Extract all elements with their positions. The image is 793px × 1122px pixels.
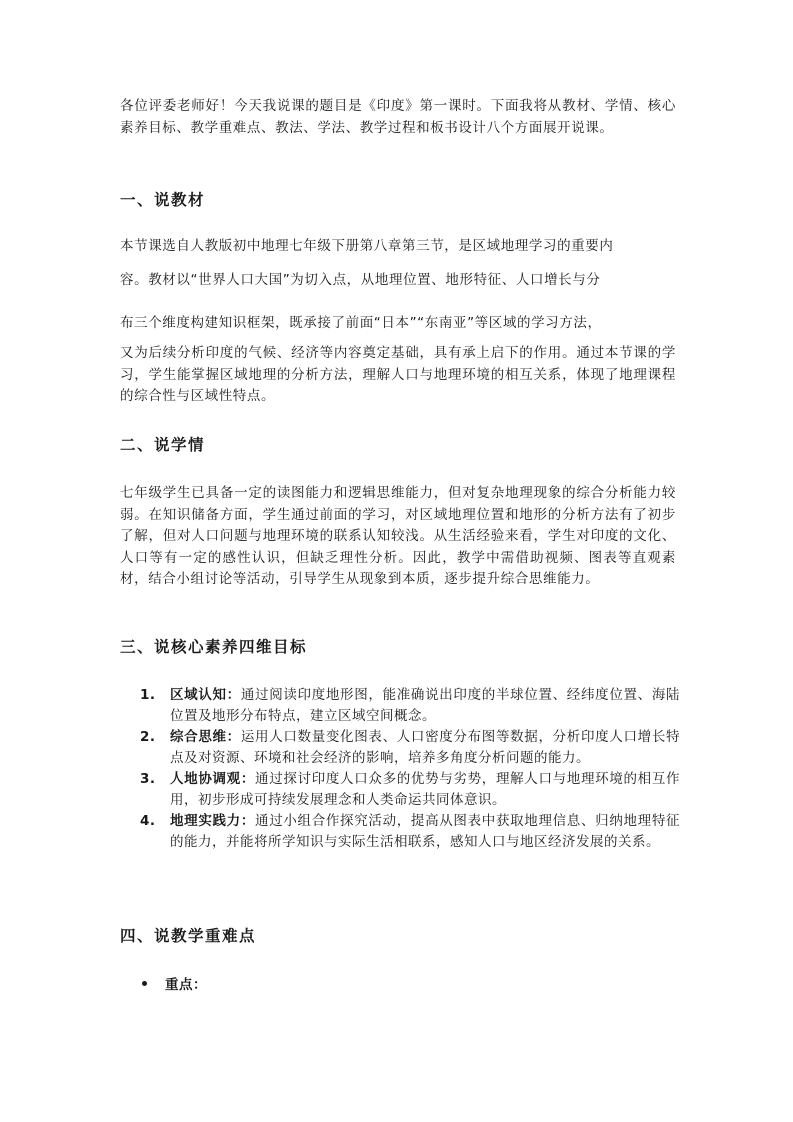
goal-item — [140, 727, 680, 769]
section-2-heading: 二、说学情 — [120, 436, 206, 454]
section-1-line-2: 容。教材以“世界人口大国”为切入点，从地理位置、地形特征、人口增长与分 — [120, 272, 601, 288]
goal-item — [140, 769, 680, 811]
goal-number: 1. — [140, 687, 156, 703]
goal-term: 地理实践力： — [170, 813, 256, 829]
goal-term: 区域认知： — [170, 687, 241, 703]
section-1-heading: 一、说教材 — [120, 191, 206, 209]
section-4-heading: 四、说教学重难点 — [120, 927, 257, 945]
section-1-line-1: 本节课选自人教版初中地理七年级下册第八章第三节，是区域地理学习的重要内 — [120, 238, 614, 254]
goal-number: 3. — [140, 771, 156, 787]
goal-number: 2. — [140, 729, 156, 745]
section-1-line-3: 布三个维度构建知识框架，既承接了前面“日本”“东南亚”等区域的学习方法， — [120, 315, 602, 331]
goal-term: 综合思维： — [170, 729, 241, 745]
goal-list — [140, 685, 680, 853]
key-points-bullet — [142, 975, 207, 995]
goal-text: 通过小组合作探究活动，提高从图表中获取地理信息、归纳地理特征的能力，并能将所学知识与实际生活相联系，感知人口与地区经济发展的关系。 — [170, 813, 681, 850]
goal-term: 人地协调观： — [170, 771, 256, 787]
section-3-heading: 三、说核心素养四维目标 — [120, 638, 308, 656]
goal-item — [140, 811, 680, 853]
goal-text: 运用人口数量变化图表、人口密度分布图等数据，分析印度人口增长特点及对资源、环境和社会经济的影响，培养多角度分析问题的能力。 — [170, 729, 681, 766]
goal-text: 通过阅读印度地形图，能准确说出印度的半球位置、经纬度位置、海陆位置及地形分布特点，建立区域空间概念。 — [170, 687, 681, 724]
goal-number: 4. — [140, 813, 156, 829]
bullet-dot-icon — [142, 981, 147, 986]
section-1-paragraph: 又为后续分析印度的气候、经济等内容奠定基础，具有承上启下的作用。通过本节课的学习，学生能掌握区域地理的分析方法，理解人口与地理环境的相互关系，体现了地理课程的综合性与区域性特点。 — [120, 345, 676, 404]
goal-item — [140, 685, 680, 727]
intro-paragraph: 各位评委老师好！今天我说课的题目是《印度》第一课时。下面我将从教材、学情、核心素养目标、教学重难点、教法、学法、教学过程和板书设计八个方面展开说课。 — [120, 98, 676, 136]
goal-text: 通过探讨印度人口众多的优势与劣势，理解人口与地理环境的相互作用，初步形成可持续发展理念和人类命运共同体意识。 — [170, 771, 681, 808]
key-points-label: 重点： — [165, 977, 207, 993]
section-2-paragraph: 七年级学生已具备一定的读图能力和逻辑思维能力，但对复杂地理现象的综合分析能力较弱。在知识储备方面，学生通过前面的学习，对区域地理位置和地形的分析方法有了初步了解，但对人口问题与地理环境的联系认知较浅。从生活经验来看，学生对印度的文化、人口等有一定的感性认识，但缺乏理性分析。因此，教学中需借助视频、图表等直观素材，结合小组讨论等活动，引导学生从现象到本质，逐步提升综合思维能力。 — [120, 485, 676, 587]
